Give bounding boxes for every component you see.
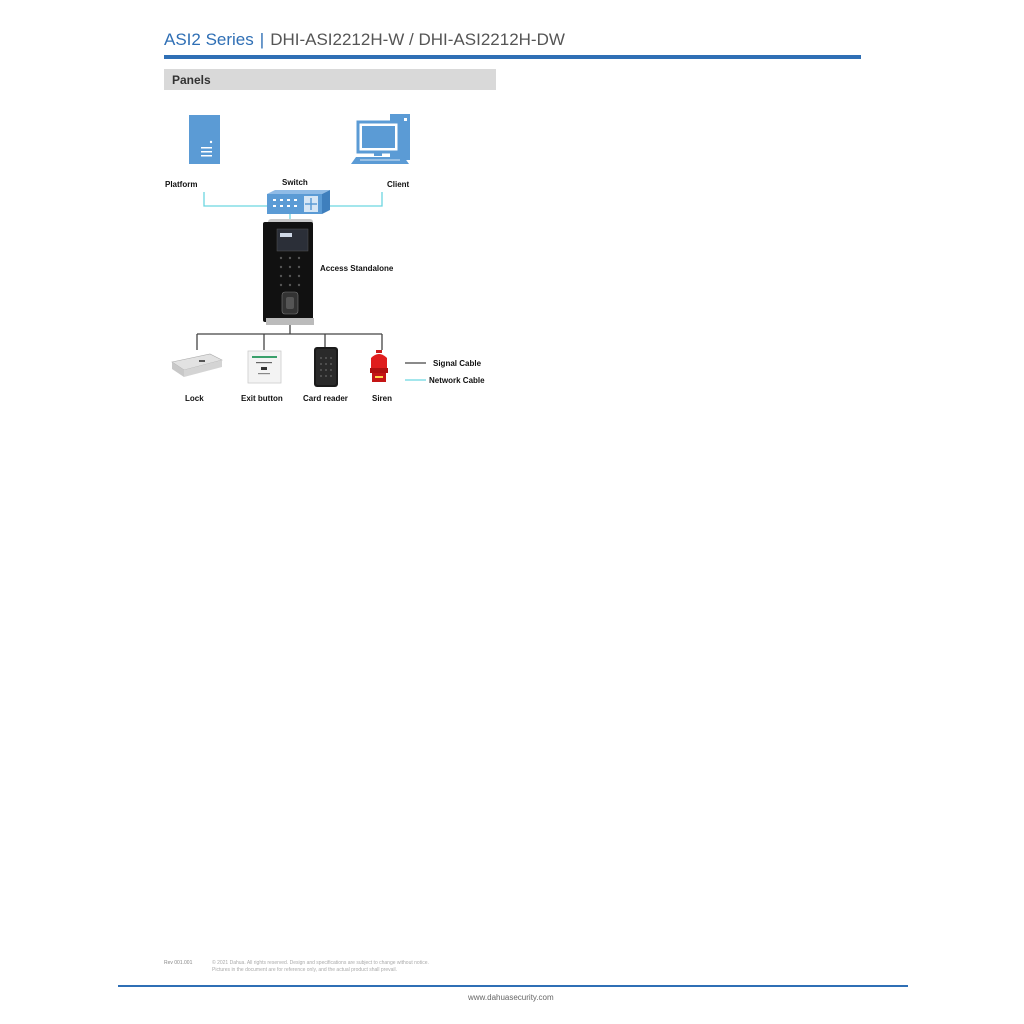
footer-website: www.dahuasecurity.com [468,993,554,1002]
lock-label: Lock [185,394,204,403]
card-reader-icon [314,347,338,387]
footer-legal-line-1: © 2021 Dahua. All rights reserved. Design and specifications are subject to change without notice. [212,960,429,966]
lock-icon [172,354,222,377]
signal-cables [197,325,426,363]
series-name: ASI2 Series [164,30,254,49]
exit-button-label: Exit button [241,394,283,403]
card-reader-label: Card reader [303,394,348,403]
footer-rule [118,985,908,987]
platform-server-icon [189,115,220,164]
platform-label: Platform [165,180,198,189]
siren-label: Siren [372,394,393,403]
access-standalone-label: Access Standalone [320,264,394,273]
switch-icon [267,190,330,214]
client-computer-icon [351,114,410,164]
footer-revision: Rev 001.001 [164,960,193,966]
legend-network-cable: Network Cable [429,376,485,385]
legend-signal-cable: Signal Cable [433,359,482,368]
footer-legal [212,960,512,974]
access-standalone-device-icon [263,219,314,325]
section-title: Panels [172,73,211,87]
client-label: Client [387,180,410,189]
header-separator: | [259,30,265,49]
switch-label: Switch [282,178,308,187]
footer-legal-line-2: Pictures in the document are for reference only, and the actual product shall prevail. [212,967,398,973]
model-names: DHI-ASI2212H-W / DHI-ASI2212H-DW [270,30,565,49]
exit-button-icon [248,351,281,383]
siren-icon [370,350,388,382]
